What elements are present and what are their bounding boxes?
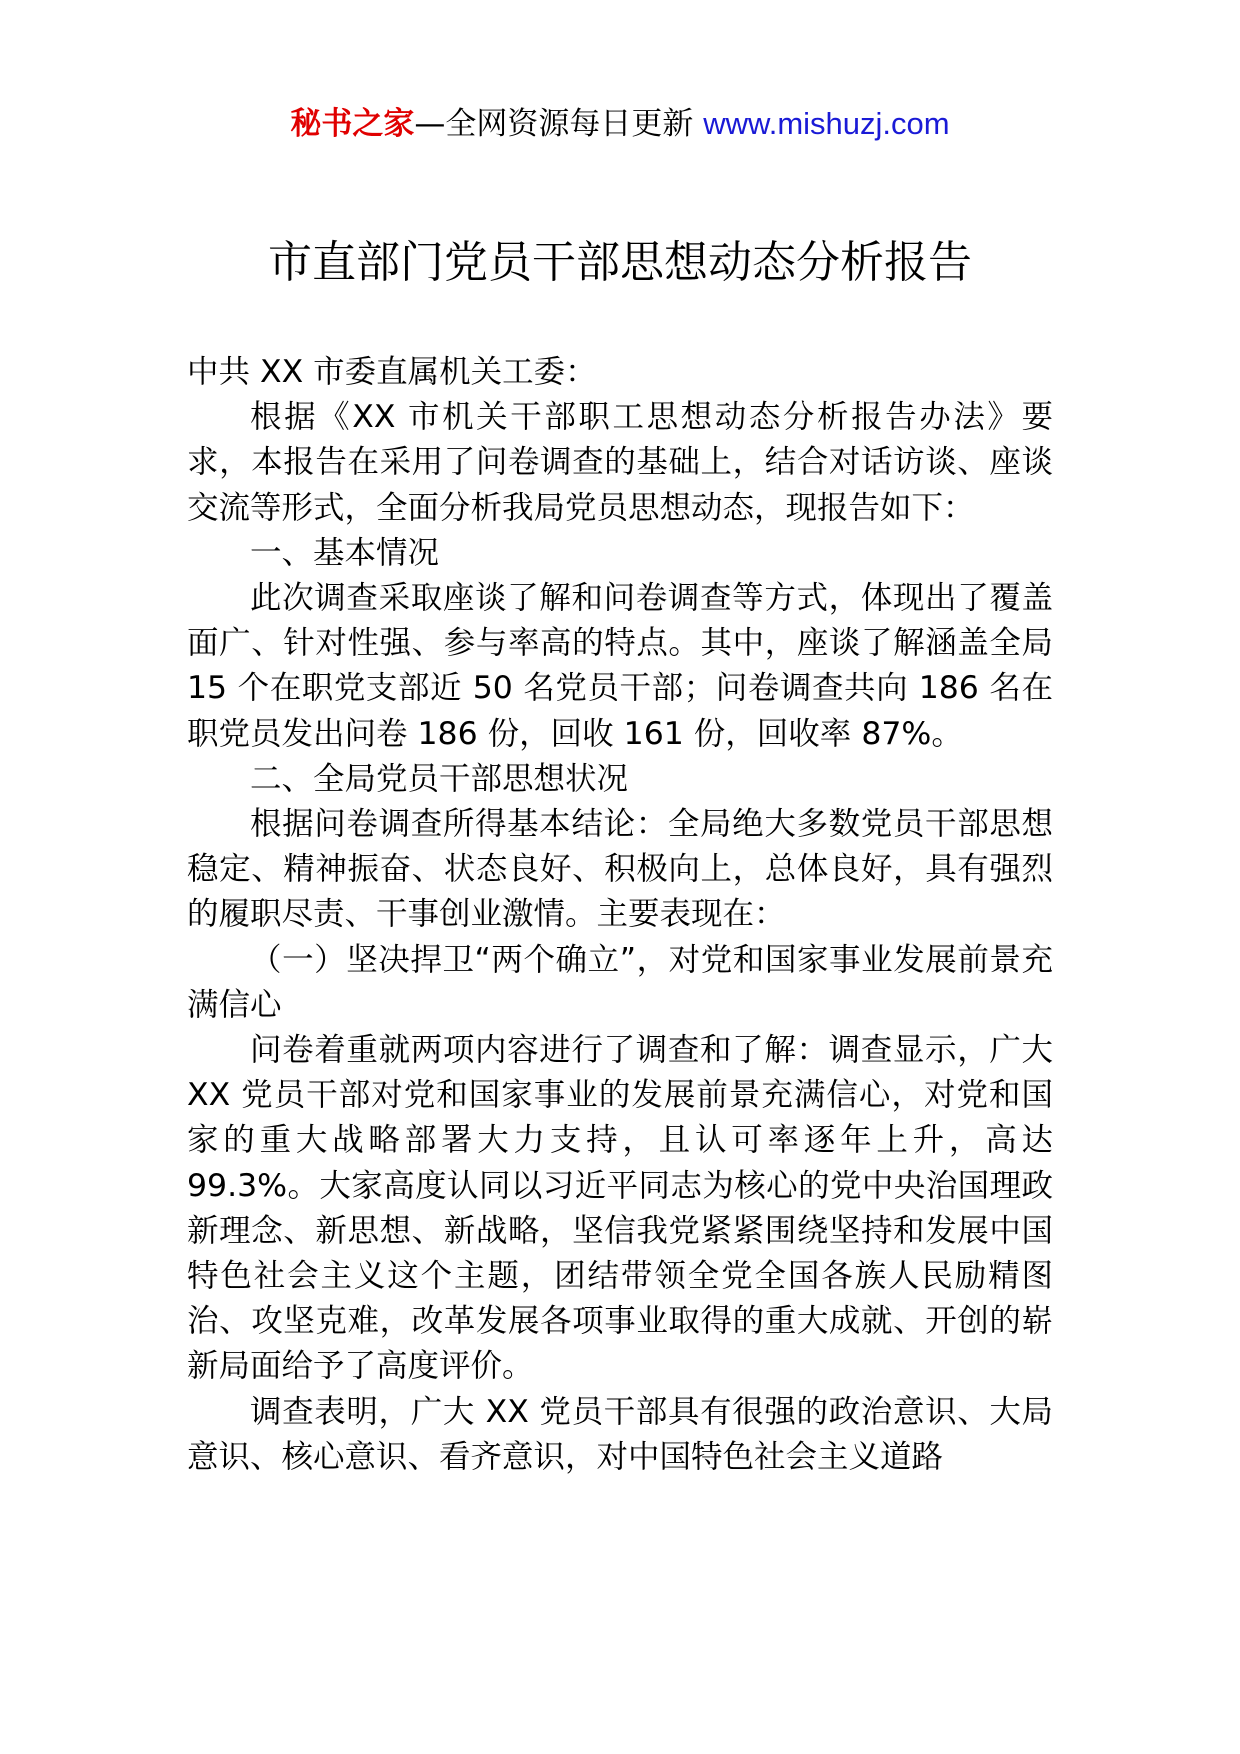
paragraph-findings: 调查表明，广大 XX 党员干部具有很强的政治意识、大局意识、核心意识、看齐意识，对中国特色社会主义道路	[187, 1393, 1053, 1475]
banner-tagline: 全网资源每日更新	[445, 106, 694, 142]
paragraph-conclusion: 根据问卷调查所得基本结论：全局绝大多数党员干部思想稳定、精神振奋、状态良好、积极向上，总体良好，具有强烈的履职尽责、干事创业激情。主要表现在：	[187, 806, 1053, 933]
paragraph-intro: 根据《XX 市机关干部职工思想动态分析报告办法》要求，本报告在采用了问卷调查的基础上，结合对话访谈、座谈交流等形式，全面分析我局党员思想动态，现报告如下：	[187, 399, 1053, 526]
document-body	[187, 350, 1053, 1480]
banner-dash: —	[414, 106, 446, 142]
salutation: 中共 XX 市委直属机关工委：	[187, 354, 597, 390]
brand-name: 秘书之家	[290, 106, 415, 142]
site-banner	[0, 100, 1240, 148]
subheading-one: （一）坚决捍卫“两个确立”，对党和国家事业发展前景充满信心	[187, 941, 1053, 1023]
section-heading-basic: 一、基本情况	[250, 534, 440, 571]
paragraph-basic: 此次调查采取座谈了解和问卷调查等方式，体现出了覆盖面广、针对性强、参与率高的特点。其中，座谈了解涵盖全局 15 个在职党支部近 50 名党员干部；问卷调查共向 186 名在职党员发出问卷 186 份，回收 161 份，回收率 87%。	[187, 580, 1053, 752]
site-link[interactable]: www.mishuzj.com	[703, 106, 950, 141]
document-title: 市直部门党员干部思想动态分析报告	[268, 237, 972, 288]
section-heading-status: 二、全局党员干部思想状况	[250, 760, 629, 797]
paragraph-survey: 问卷着重就两项内容进行了调查和了解：调查显示，广大 XX 党员干部对党和国家事业的发展前景充满信心，对党和国家的重大战略部署大力支持，且认可率逐年上升，高达 99.3%。大家高度认同以习近平同志为核心的党中央治国理政新理念、新思想、新战略，坚信我党紧紧围绕坚持和发展中国特色社会主义这个主题，团结带领全党全国各族人民励精图治、攻坚克难，改革发展各项事业取得的重大成就、开创的崭新局面给予了高度评价。	[187, 1032, 1053, 1385]
